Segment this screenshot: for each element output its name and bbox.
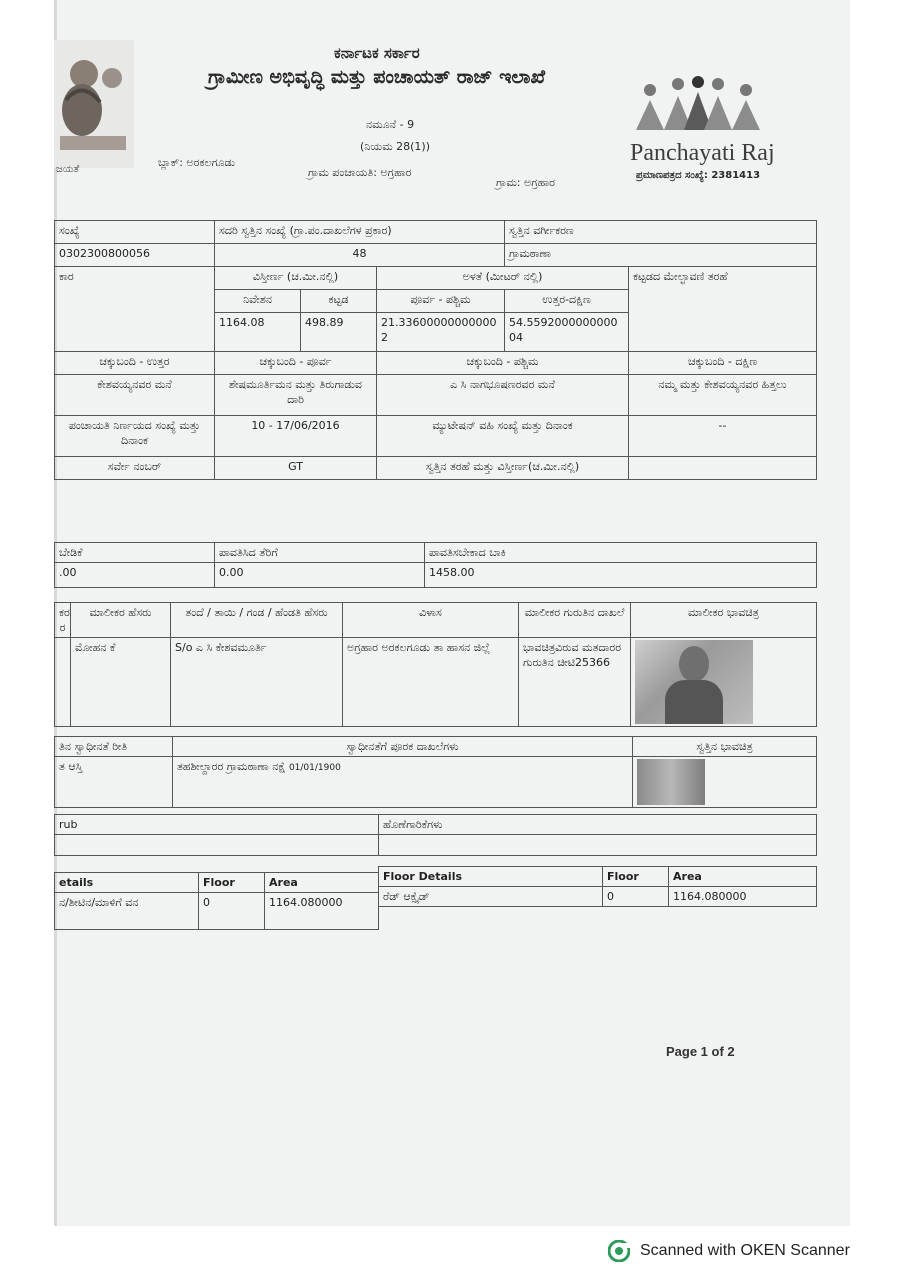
site-area-label: ನಿವೇಶನ [215, 290, 301, 313]
boundary-north-value: ಕೇಶವಯ್ಯನವರ ಮನೆ [55, 375, 215, 416]
property-type-area-label: ಸ್ವತ್ತಿನ ತರಹೆ ಮತ್ತು ವಿಸ್ತೀರ್ಣ(ಚ.ಮೀ.ನಲ್ಲಿ) [377, 457, 629, 480]
owner-address: ಅಗ್ರಹಾರ ಅರಕಲಗೂಡು ತಾ ಹಾಸನ ಜಿಲ್ಲೆ [343, 638, 519, 727]
survey-number-value: GT [215, 457, 377, 480]
property-details-table [54, 220, 817, 480]
tax-paid-value: 0.00 [215, 563, 425, 588]
property-type-area-value [629, 457, 817, 480]
block-name: ಬ್ಲಾಕ್: ಅರಕಲಗೂಡು [158, 156, 236, 169]
mutation-label: ಮ್ಯುಟೇಷನ್ ವಹಿ ಸಂಖ್ಯೆ ಮತ್ತು ದಿನಾಂಕ [377, 416, 629, 457]
north-south-value: 54.559200000000004 [505, 313, 629, 352]
property-type-label: ಕಾರ [55, 267, 215, 352]
boundary-east-value: ಶೇಷಮೂರ್ತಿಮನ ಮತ್ತು ತಿರುಗಾಡುವ ದಾರಿ [215, 375, 377, 416]
ownership-docs-date: 01/01/1900 [288, 763, 341, 773]
panchayati-raj-logo-text: Panchayati Raj [630, 140, 775, 166]
resolution-value: 10 - 17/06/2016 [215, 416, 377, 457]
property-photo-label: ಸ್ವತ್ತಿನ ಭಾವಚಿತ್ರ [633, 737, 817, 757]
right-floor-details: ರೆಡ್ ಆಕ್ಸೈಡ್ [379, 887, 603, 907]
village-name: ಗ್ರಾಮ: ಅಗ್ರಹಾರ [496, 176, 555, 189]
liabilities-label: ಹೊಣೆಗಾರಿಕೆಗಳು [379, 815, 817, 835]
footer-text: Scanned with OKEN Scanner [640, 1242, 850, 1259]
rights-label: rub [55, 815, 379, 835]
right-floor-header: Floor [603, 867, 669, 887]
panchayati-raj-logo-icon [628, 70, 768, 134]
left-area-value: 1164.080000 [265, 893, 379, 930]
ownership-mode-label: ತಿನ ಸ್ವಾಧೀನತೆ ರೀತಿ [55, 737, 173, 757]
rule-reference: (ನಿಯಮ 28(1)) [360, 140, 431, 153]
property-photo [637, 759, 705, 805]
tax-balance-value: 1458.00 [425, 563, 817, 588]
east-west-label: ಪೂರ್ವ - ಪಶ್ಚಿಮ [377, 290, 505, 313]
mutation-value: -- [629, 416, 817, 457]
area-label: ವಿಸ್ತೀರ್ಣ (ಚ.ಮೀ.ನಲ್ಲಿ) [215, 267, 377, 290]
right-area-header: Area [669, 867, 817, 887]
boundary-south-value: ನಮ್ಮ ಮತ್ತು ಕೇಶವಯ್ಯನವರ ಹಿತ್ತಲು [629, 375, 817, 416]
resolution-label: ಪಂಚಾಯತಿ ನಿರ್ಣಯದ ಸಂಖ್ಯೆ ಮತ್ತು ದಿನಾಂಕ [55, 416, 215, 457]
floor-table-right [378, 866, 817, 907]
building-area-label: ಕಟ್ಟಡ [301, 290, 377, 313]
right-area-value: 1164.080000 [669, 887, 817, 907]
tax-balance-label: ಪಾವತಿಸಬೇಕಾದ ಬಾಕಿ [425, 543, 817, 563]
survey-number-label: ಸರ್ವೇ ನಂಬರ್ [55, 457, 215, 480]
classification-value: ಗ್ರಾಮಠಾಣಾ [505, 244, 817, 267]
owner-table [54, 602, 817, 727]
left-floor-details-header: etails [55, 873, 199, 893]
department-title: ಗ್ರಾಮೀಣ ಅಭಿವೃದ್ಧಿ ಮತ್ತು ಪಂಚಾಯತ್ ರಾಜ್ ಇಲಾಖೆ [208, 66, 546, 88]
owner-name: ಮೋಹನ ಕೆ [71, 638, 171, 727]
ownership-table [54, 736, 817, 808]
owner-address-header: ವಿಳಾಸ [343, 603, 519, 638]
property-number-value: 48 [215, 244, 505, 267]
roof-type-label: ಕಟ್ಟಡದ ಮೇಲ್ಛಾವಣಿ ತರಹೆ [629, 267, 817, 352]
east-west-value: 21.336000000000002 [377, 313, 505, 352]
ownership-docs-label: ಸ್ವಾಧೀನತೆಗೆ ಪೂರಕ ದಾಖಲೆಗಳು [173, 737, 633, 757]
property-id-value: 0302300800056 [55, 244, 215, 267]
page-number: Page 1 of 2 [666, 1044, 735, 1059]
right-floor-details-header: Floor Details [379, 867, 603, 887]
floor-table-left [54, 872, 379, 930]
property-photo-cell [633, 757, 817, 808]
dimensions-label: ಅಳತೆ (ಮೀಟರ್ ನಲ್ಲಿ) [377, 267, 629, 290]
owner-relation-header: ತಂದೆ / ತಾಯಿ / ಗಂಡ / ಹೆಂಡತಿ ಹೆಸರು [171, 603, 343, 638]
left-floor-value: 0 [199, 893, 265, 930]
ownership-mode-value: ತ ಆಸ್ತಿ [55, 757, 173, 808]
tax-demand-value: .00 [55, 563, 215, 588]
tax-demand-label: ಬೇಡಿಕೆ [55, 543, 215, 563]
karnataka-emblem-icon [54, 40, 134, 168]
tax-paid-label: ಪಾವತಿಸಿದ ತೆರಿಗೆ [215, 543, 425, 563]
north-south-label: ಉತ್ತರ-ದಕ್ಷಿಣ [505, 290, 629, 313]
certificate-number: ಪ್ರಮಾಣಪತ್ರದ ಸಂಖ್ಯೆ: 2381413 [636, 170, 761, 181]
left-area-header: Area [265, 873, 379, 893]
site-area-value: 1164.08 [215, 313, 301, 352]
boundary-south-label: ಚಕ್ಕುಬಂದಿ - ದಕ್ಷಿಣ [629, 352, 817, 375]
left-floor-header: Floor [199, 873, 265, 893]
rights-value [55, 835, 379, 856]
scanner-footer [608, 1240, 850, 1262]
ownership-docs-value: ತಹಶೀಲ್ದಾರರ ಗ್ರಾಮಠಾಣಾ ನಕ್ಷೆ [177, 760, 286, 773]
boundary-west-label: ಚಕ್ಕುಬಂದಿ - ಪಶ್ಚಿಮ [377, 352, 629, 375]
boundary-east-label: ಚಕ್ಕುಬಂದಿ - ಪೂರ್ವ [215, 352, 377, 375]
tax-table [54, 542, 817, 588]
boundary-west-value: ಎ ಸಿ ನಾಗಭೂಷಣರವರ ಮನೆ [377, 375, 629, 416]
owner-name-header: ಮಾಲೀಕರ ಹೆಸರು [71, 603, 171, 638]
left-floor-details: ನ/ಶೀಟಿನ/ಮಾಳಿಗೆ ವನ [55, 893, 199, 930]
boundary-north-label: ಚಕ್ಕುಬಂದಿ - ಉತ್ತರ [55, 352, 215, 375]
rights-liabilities-table [54, 814, 817, 856]
emblem-caption: ಜಯತೆ [56, 164, 80, 175]
form-number: ನಮೂನೆ - 9 [366, 118, 415, 131]
liabilities-value [379, 835, 817, 856]
building-area-value: 498.89 [301, 313, 377, 352]
owner-id-document: ಭಾವಚಿತ್ರವಿರುವ ಮತದಾರರ ಗುರುತಿನ ಚೀಟಿ25366 [519, 638, 631, 727]
ownership-docs-cell [173, 757, 633, 808]
owner-photo [635, 640, 753, 724]
owner-photo-header: ಮಾಲೀಕರ ಭಾವಚಿತ್ರ [631, 603, 817, 638]
classification-label: ಸ್ವತ್ತಿನ ವರ್ಗೀಕರಣ [505, 221, 817, 244]
right-floor-value: 0 [603, 887, 669, 907]
owner-id-header: ಮಾಲೀಕರ ಗುರುತಿನ ದಾಖಲೆ [519, 603, 631, 638]
scanned-page [54, 0, 850, 1226]
owner-relation: S/o ಎ ಸಿ ಕೇಶವಮೂರ್ತಿ [171, 638, 343, 727]
gram-panchayat-name: ಗ್ರಾಮ ಪಂಚಾಯತಿ: ಅಗ್ರಹಾರ [308, 166, 412, 179]
property-id-label: ಸಂಖ್ಯೆ [55, 221, 215, 244]
state-government-title: ಕರ್ನಾಟಕ ಸರ್ಕಾರ [334, 44, 420, 62]
owner-sl-header: ಕರ ರ [55, 603, 71, 638]
property-number-label: ಸದರಿ ಸ್ವತ್ತಿನ ಸಂಖ್ಯೆ (ಗ್ರಾ.ಪಂ.ದಾಖಲೆಗಳ ಪ್ರಕಾರ) [215, 221, 505, 244]
owner-sl [55, 638, 71, 727]
oken-scanner-icon [608, 1240, 630, 1262]
owner-photo-cell [631, 638, 817, 727]
